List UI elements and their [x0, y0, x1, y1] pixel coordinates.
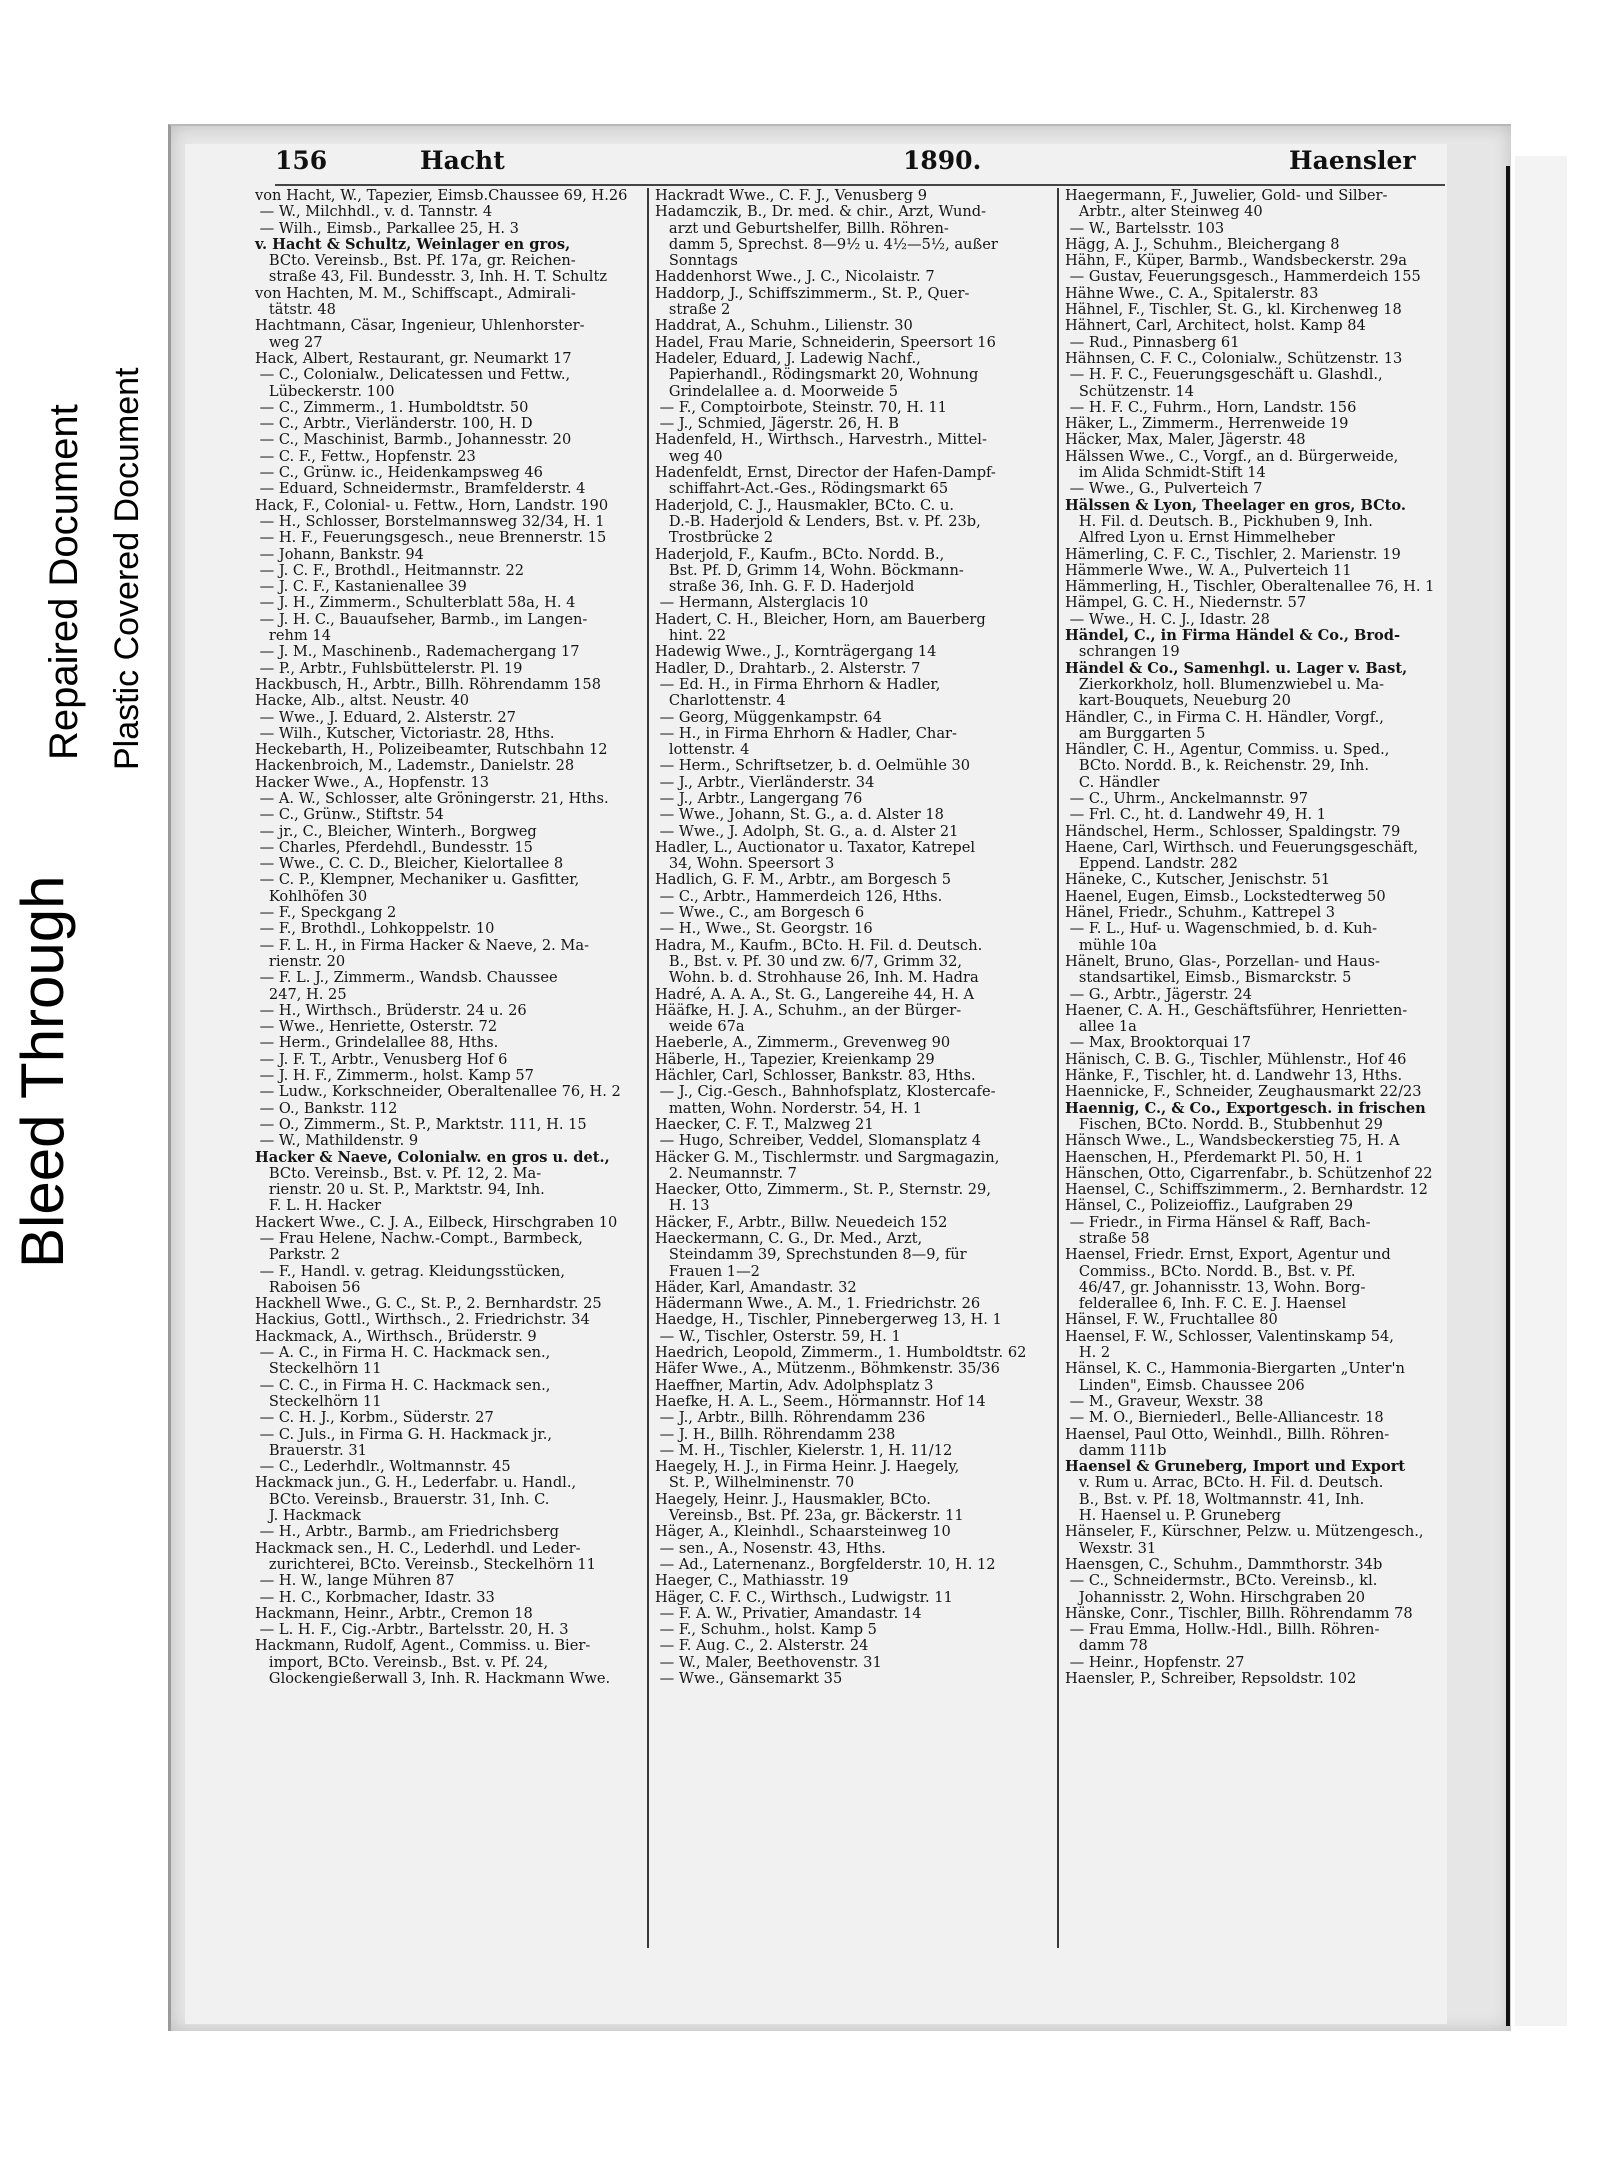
directory-entry-line: Hänelt, Bruno, Glas-, Porzellan- und Haus-: [1065, 952, 1380, 970]
directory-column-2: [655, 188, 1040, 1687]
directory-entry-line: — Wwe., C., am Borgesch 6: [655, 904, 865, 922]
directory-entry-line: — C. F., Fettw., Hopfenstr. 23: [255, 447, 476, 465]
directory-entry-line: — Frau Emma, Hollw.-Hdl., Billh. Röhren-: [1065, 1621, 1380, 1639]
directory-entry-line: — Herm., Grindelallee 88, Hths.: [255, 1034, 499, 1052]
directory-entry-line: Papierhandl., Rödingsmarkt 20, Wohnung: [655, 366, 979, 384]
directory-entry-line: Hadewig Wwe., J., Kornträgergang 14: [655, 643, 937, 661]
directory-entry-line: Haderjold, C. J., Hausmakler, BCto. C. u.: [655, 496, 954, 514]
directory-entry-line: Hadra, M., Kaufm., BCto. H. Fil. d. Deutsch.: [655, 936, 983, 954]
directory-entry-line: Frauen 1—2: [655, 1262, 760, 1280]
directory-entry-line: Haene, Carl, Wirthsch. und Feuerungsgeschäft,: [1065, 838, 1419, 856]
directory-entry-line: Trostbrücke 2: [655, 529, 774, 547]
directory-entry-line: Arbtr., alter Steinweg 40: [1065, 203, 1263, 221]
directory-entry-line: von Hacht, W., Tapezier, Eimsb.Chaussee 69, H.26: [255, 187, 628, 204]
directory-entry-line: Haedge, H., Tischler, Pinnebergerweg 13, H. 1: [655, 1311, 1002, 1329]
directory-entry-line: Haensel, C., Schiffszimmerm., 2. Bernhardstr. 12: [1065, 1181, 1428, 1199]
directory-entry-line: — Wwe., J. Adolph, St. G., a. d. Alster 21: [655, 822, 959, 840]
directory-entry-line: D.-B. Haderjold & Lenders, Bst. v. Pf. 23b,: [655, 512, 981, 530]
directory-entry-line: — Max, Brooktorquai 17: [1065, 1034, 1252, 1052]
directory-entry-line: von Hachten, M. M., Schiffscapt., Admirali-: [255, 284, 576, 302]
page-number: 156: [275, 146, 328, 175]
directory-entry-line: — Rud., Pinnasberg 61: [1065, 333, 1240, 351]
directory-entry-line: — J., Schmied, Jägerstr. 26, H. B: [655, 415, 899, 433]
directory-entry-line: Alfred Lyon u. Ernst Himmelheber: [1065, 529, 1335, 547]
directory-entry-line: Hänel, Friedr., Schuhm., Kattrepel 3: [1065, 904, 1336, 922]
directory-entry-line: Fischen, BCto. Nordd. B., Stubbenhut 29: [1065, 1115, 1383, 1133]
directory-entry-line: Hadel, Frau Marie, Schneiderin, Speersort 16: [655, 333, 996, 351]
directory-entry-line: matten, Wohn. Norderstr. 54, H. 1: [655, 1099, 922, 1117]
directory-entry-line: Hämerling, C. F. C., Tischler, 2. Marienstr. 19: [1065, 545, 1401, 563]
directory-entry-line: — Ad., Laternenanz., Borgfelderstr. 10, H. 12: [655, 1555, 996, 1573]
directory-entry-line: — C., Grünw. ic., Heidenkampsweg 46: [255, 464, 543, 482]
directory-entry-line: Hähnert, Carl, Architect, holst. Kamp 84: [1065, 317, 1366, 335]
directory-entry-line: Hähnel, F., Tischler, St. G., kl. Kirchenweg 18: [1065, 301, 1402, 319]
directory-entry-line: — C., Lederhdlr., Woltmannstr. 45: [255, 1458, 511, 1476]
left-catchword: Hacht: [420, 146, 505, 175]
directory-entry-line: 2. Neumannstr. 7: [655, 1164, 797, 1182]
directory-entry-line: hint. 22: [655, 627, 727, 645]
directory-entry-line: Eppend. Landstr. 282: [1065, 855, 1238, 873]
directory-entry-line: — Frau Helene, Nachw.-Compt., Barmbeck,: [255, 1230, 583, 1247]
directory-entry-line: straße 43, Fil. Bundesstr. 3, Inh. H. T. Schultz: [255, 268, 608, 286]
directory-entry-line: Händel, C., in Firma Händel & Co., Brod-: [1065, 627, 1401, 645]
directory-entry-line: Haensler, P., Schreiber, Repsoldstr. 102: [1065, 1670, 1357, 1688]
directory-entry-line: rehm 14: [255, 627, 331, 645]
directory-entry-line: Hadenfeld, H., Wirthsch., Harvestrh., Mittel-: [655, 431, 987, 449]
directory-entry-line: Parkstr. 2: [255, 1246, 340, 1264]
directory-entry-line: Haennicke, F., Schneider, Zeughausmarkt 22/23: [1065, 1083, 1422, 1101]
directory-entry-line: — Wwe., Johann, St. G., a. d. Alster 18: [655, 806, 944, 824]
directory-entry-line: damm 78: [1065, 1637, 1148, 1655]
directory-entry-line: Heckebarth, H., Polizeibeamter, Rutschbahn 12: [255, 741, 608, 759]
directory-entry-line: Hackmack, A., Wirthsch., Brüderstr. 9: [255, 1327, 537, 1345]
directory-entry-line: schiffahrt-Act.-Ges., Rödingsmarkt 65: [655, 480, 949, 498]
directory-entry-line: — F., Comptoirbote, Steinstr. 70, H. 11: [655, 398, 947, 416]
directory-entry-line: — L. H. F., Cig.-Arbtr., Bartelsstr. 20, H. 3: [255, 1621, 569, 1639]
directory-entry-line: — A. W., Schlosser, alte Gröningerstr. 21, Hths.: [255, 789, 609, 807]
directory-entry-line: BCto. Vereinsb., Brauerstr. 31, Inh. C.: [255, 1490, 550, 1508]
directory-entry-line: Hackmack sen., H. C., Lederhdl. und Leder-: [255, 1539, 581, 1557]
directory-entry-line: Hänsel, K. C., Hammonia-Biergarten „Unter'n: [1065, 1360, 1405, 1378]
adjacent-page-strip: [1515, 156, 1567, 2026]
directory-entry-line: Haeffner, Martin, Adv. Adolphsplatz 3: [655, 1376, 934, 1394]
directory-entry-line: Steckelhörn 11: [255, 1392, 382, 1410]
directory-entry-line: Haensel & Gruneberg, Import und Export: [1065, 1458, 1406, 1476]
directory-entry-line: Grindelallee a. d. Moorweide 5: [655, 382, 898, 400]
directory-entry-line: — Gustav, Feuerungsgesch., Hammerdeich 155: [1065, 268, 1421, 286]
directory-entry-line: Händler, C. H., Agentur, Commiss. u. Sped.,: [1065, 741, 1390, 759]
directory-entry-line: — sen., A., Nosenstr. 43, Hths.: [655, 1539, 886, 1557]
directory-entry-line: St. P., Wilhelminenstr. 70: [655, 1474, 855, 1492]
directory-entry-line: Häger, A., Kleinhdl., Schaarsteinweg 10: [655, 1523, 951, 1541]
directory-entry-line: Hachtmann, Cäsar, Ingenieur, Uhlenhorster-: [255, 317, 585, 335]
directory-entry-line: — Frl. C., ht. d. Landwehr 49, H. 1: [1065, 806, 1327, 824]
directory-entry-line: Linden", Eimsb. Chaussee 206: [1065, 1376, 1305, 1394]
directory-entry-line: mühle 10a: [1065, 936, 1157, 954]
directory-entry-line: — Friedr., in Firma Hänsel & Raff, Bach-: [1065, 1213, 1371, 1231]
directory-entry-line: — H., Schlosser, Borstelmannsweg 32/34, H. 1: [255, 512, 605, 530]
directory-entry-line: Haecker, C. F. T., Malzweg 21: [655, 1115, 874, 1133]
directory-entry-line: Haenschen, H., Pferdemarkt Pl. 50, H. 1: [1065, 1148, 1365, 1166]
directory-entry-line: weide 67a: [655, 1018, 745, 1036]
directory-entry-line: Hack, F., Colonial- u. Fettw., Horn, Landstr. 190: [255, 496, 609, 514]
directory-entry-line: Steckelhörn 11: [255, 1360, 382, 1378]
directory-entry-line: Hääfke, H. J. A., Schuhm., an der Bürger-: [655, 1001, 962, 1019]
directory-entry-line: — H., Wirthsch., Brüderstr. 24 u. 26: [255, 1001, 527, 1019]
column-divider: [647, 188, 649, 1948]
directory-entry-line: Haener, C. A. H., Geschäftsführer, Henrietten-: [1065, 1001, 1408, 1019]
directory-entry-line: Hacke, Alb., altst. Neustr. 40: [255, 692, 470, 710]
directory-entry-line: rienstr. 20 u. St. P., Marktstr. 94, Inh.: [255, 1181, 545, 1199]
directory-entry-line: Hächler, Carl, Schlosser, Bankstr. 83, Hths.: [655, 1067, 976, 1085]
directory-entry-line: BCto. Nordd. B., k. Reichenstr. 29, Inh.: [1065, 757, 1369, 775]
directory-entry-line: Hackius, Gottl., Wirthsch., 2. Friedrichstr. 34: [255, 1311, 590, 1329]
directory-entry-line: Häker, L., Zimmerm., Herrenweide 19: [1065, 415, 1349, 433]
directory-entry-line: — J. C. F., Brothdl., Heitmannstr. 22: [255, 561, 525, 579]
directory-entry-line: — J., Arbtr., Billh. Röhrendamm 236: [655, 1409, 926, 1427]
directory-entry-line: tätstr. 48: [255, 301, 336, 319]
directory-column-1: [255, 188, 640, 1687]
directory-entry-line: Bst. Pf. D, Grimm 14, Wohn. Böckmann-: [655, 561, 964, 579]
directory-entry-line: weg 27: [255, 333, 323, 351]
directory-entry-line: Wohn. b. d. Strohhause 26, Inh. M. Hadra: [655, 969, 979, 987]
directory-entry-line: — F., Schuhm., holst. Kamp 5: [655, 1621, 877, 1639]
directory-entry-line: — Hermann, Alsterglacis 10: [655, 594, 869, 612]
directory-entry-line: — J. C. F., Kastanienallee 39: [255, 578, 467, 596]
directory-entry-line: Häcker G. M., Tischlermstr. und Sargmagazin,: [655, 1148, 1000, 1166]
directory-entry-line: — H., Arbtr., Barmb., am Friedrichsberg: [255, 1523, 559, 1541]
directory-entry-line: Hädermann Wwe., A. M., 1. Friedrichstr. 26: [655, 1295, 981, 1313]
directory-entry-line: Häberle, H., Tapezier, Kreienkamp 29: [655, 1050, 935, 1068]
directory-entry-line: — F., Handl. v. getrag. Kleidungsstücken,: [255, 1262, 565, 1280]
directory-entry-line: Haddorp, J., Schiffszimmerm., St. P., Quer-: [655, 284, 970, 302]
directory-entry-line: Hacker Wwe., A., Hopfenstr. 13: [255, 773, 490, 791]
directory-entry-line: damm 111b: [1065, 1441, 1167, 1459]
directory-entry-line: Haddrat, A., Schuhm., Lilienstr. 30: [655, 317, 913, 335]
directory-entry-line: H. Haensel u. P. Gruneberg: [1065, 1507, 1281, 1525]
directory-entry-line: im Alida Schmidt-Stift 14: [1065, 464, 1266, 482]
directory-entry-line: Hänschen, Otto, Cigarrenfabr., b. Schützenhof 22: [1065, 1164, 1433, 1182]
directory-entry-line: — Wwe., C. C. D., Bleicher, Kielortallee 8: [255, 855, 564, 873]
directory-entry-line: Haedrich, Leopold, Zimmerm., 1. Humboldtstr. 62: [655, 1344, 1027, 1362]
directory-entry-line: Hähne Wwe., C. A., Spitalerstr. 83: [1065, 284, 1319, 302]
directory-entry-line: Händler, C., in Firma C. H. Händler, Vorgf.,: [1065, 708, 1384, 726]
directory-entry-line: Lübeckerstr. 100: [255, 382, 395, 400]
directory-entry-line: Hälssen Wwe., C., Vorgf., an d. Bürgerweide,: [1065, 447, 1399, 465]
directory-entry-line: — J. F. T., Arbtr., Venusberg Hof 6: [255, 1050, 508, 1068]
directory-entry-line: — Wilh., Eimsb., Parkallee 25, H. 3: [255, 219, 519, 237]
directory-entry-line: Hadré, A. A. A., St. G., Langereihe 44, H. A: [655, 985, 975, 1003]
directory-entry-line: Hähnsen, C. F. C., Colonialw., Schützenstr. 13: [1065, 349, 1403, 367]
directory-entry-line: Händschel, Herm., Schlosser, Spaldingstr. 79: [1065, 822, 1401, 840]
directory-entry-line: — W., Tischler, Osterstr. 59, H. 1: [655, 1327, 901, 1345]
directory-entry-line: import, BCto. Vereinsb., Bst. v. Pf. 24,: [255, 1653, 549, 1671]
directory-entry-line: Hadler, L., Auctionator u. Taxator, Katrepel: [655, 838, 976, 856]
directory-entry-line: am Burggarten 5: [1065, 724, 1206, 742]
directory-entry-line: Haensel, Paul Otto, Weinhdl., Billh. Röhren-: [1065, 1425, 1390, 1443]
directory-entry-line: — W., Mathildenstr. 9: [255, 1132, 419, 1150]
directory-entry-line: Haegely, Heinr. J., Hausmakler, BCto.: [655, 1490, 931, 1508]
directory-entry-line: — J. M., Maschinenb., Rademachergang 17: [255, 643, 580, 661]
directory-entry-line: — A. C., in Firma H. C. Hackmack sen.,: [255, 1344, 551, 1362]
directory-entry-line: H. 13: [655, 1197, 710, 1215]
directory-entry-line: — H. F., Feuerungsgesch., neue Brennerstr. 15: [255, 529, 607, 547]
directory-entry-line: straße 2: [655, 301, 731, 319]
directory-entry-line: — J., Cig.-Gesch., Bahnhofsplatz, Klostercafe-: [655, 1083, 996, 1101]
directory-entry-line: — O., Bankstr. 112: [255, 1099, 398, 1117]
plastic-covered-label: Plastic Covered Document: [108, 367, 146, 770]
directory-entry-line: C. Händler: [1065, 773, 1160, 791]
directory-entry-line: J. Hackmack: [255, 1507, 361, 1525]
directory-entry-line: — C., Zimmerm., 1. Humboldtstr. 50: [255, 398, 529, 416]
directory-entry-line: Hälssen & Lyon, Theelager en gros, BCto.: [1065, 496, 1406, 514]
directory-entry-line: Häcker, Max, Maler, Jägerstr. 48: [1065, 431, 1306, 449]
directory-entry-line: Charlottenstr. 4: [655, 692, 786, 710]
directory-entry-line: — Charles, Pferdehdl., Bundesstr. 15: [255, 838, 533, 856]
directory-entry-line: Steindamm 39, Sprechstunden 8—9, für: [655, 1246, 967, 1264]
directory-entry-line: arzt und Geburtshelfer, Billh. Röhren-: [655, 219, 949, 237]
directory-entry-line: Hänsch Wwe., L., Wandsbeckerstieg 75, H. A: [1065, 1132, 1400, 1150]
directory-entry-line: — Wwe., H. C. J., Idastr. 28: [1065, 610, 1270, 628]
directory-entry-line: — F. L., Huf- u. Wagenschmied, b. d. Kuh-: [1065, 920, 1378, 938]
directory-entry-line: — G., Arbtr., Jägerstr. 24: [1065, 985, 1253, 1003]
directory-entry-line: kart-Bouquets, Neueburg 20: [1065, 692, 1291, 710]
directory-entry-line: lottenstr. 4: [655, 741, 750, 759]
directory-column-3: [1065, 188, 1450, 1687]
directory-entry-line: — H. F. C., Fuhrm., Horn, Landstr. 156: [1065, 398, 1357, 416]
page-header: [275, 146, 1445, 180]
directory-entry-line: zurichterei, BCto. Vereinsb., Steckelhörn 11: [255, 1555, 596, 1573]
bleed-through-label: Bleed Through: [9, 875, 76, 1268]
directory-entry-line: Zierkorkholz, holl. Blumenzwiebel u. Ma-: [1065, 675, 1385, 693]
directory-entry-line: Hackmack jun., G. H., Lederfabr. u. Handl.,: [255, 1474, 577, 1492]
directory-entry-line: Hämmerling, H., Tischler, Oberaltenallee 76, H. 1: [1065, 578, 1435, 596]
directory-entry-line: — C., Maschinist, Barmb., Johannesstr. 20: [255, 431, 572, 449]
directory-entry-line: Brauerstr. 31: [255, 1441, 367, 1459]
directory-entry-line: schrangen 19: [1065, 643, 1180, 661]
directory-entry-line: Händel & Co., Samenhgl. u. Lager v. Bast,: [1065, 659, 1408, 677]
directory-entry-line: Wexstr. 31: [1065, 1539, 1157, 1557]
directory-entry-line: — J., Arbtr., Vierländerstr. 34: [655, 773, 875, 791]
directory-entry-line: Hackradt Wwe., C. F. J., Venusberg 9: [655, 187, 928, 204]
directory-entry-line: Haderjold, F., Kaufm., BCto. Nordd. B.,: [655, 545, 945, 563]
directory-entry-line: Sonntags: [655, 252, 738, 270]
directory-entry-line: — C., Arbtr., Vierländerstr. 100, H. D: [255, 415, 533, 433]
directory-entry-line: 46/47, gr. Johannisstr. 13, Wohn. Borg-: [1065, 1278, 1366, 1296]
directory-entry-line: Hadamczik, B., Dr. med. & chir., Arzt, Wund-: [655, 203, 987, 221]
directory-entry-line: — C. H. J., Korbm., Süderstr. 27: [255, 1409, 494, 1427]
directory-entry-line: — M. O., Bierniederl., Belle-Alliancestr. 18: [1065, 1409, 1384, 1427]
directory-entry-line: Johannisstr. 2, Wohn. Hirschgraben 20: [1065, 1588, 1366, 1606]
directory-entry-line: Hacker & Naeve, Colonialw. en gros u. det.,: [255, 1148, 610, 1166]
directory-entry-line: v. Rum u. Arrac, BCto. H. Fil. d. Deutsch.: [1065, 1474, 1384, 1492]
directory-entry-line: — H. W., lange Mühren 87: [255, 1572, 455, 1590]
directory-entry-line: — P., Arbtr., Fuhlsbüttelerstr. Pl. 19: [255, 659, 523, 677]
directory-entry-line: — F. L. H., in Firma Hacker & Naeve, 2. Ma-: [255, 936, 589, 954]
directory-entry-line: Hänisch, C. B. G., Tischler, Mühlenstr., Hof 46: [1065, 1050, 1407, 1068]
directory-entry-line: F. L. H. Hacker: [255, 1197, 382, 1215]
directory-entry-line: Hackbusch, H., Arbtr., Billh. Röhrendamm 158: [255, 675, 601, 693]
directory-entry-line: — Heinr., Hopfenstr. 27: [1065, 1653, 1245, 1671]
directory-entry-line: Hänsel, F. W., Fruchtallee 80: [1065, 1311, 1278, 1329]
directory-entry-line: — Ed. H., in Firma Ehrhorn & Hadler,: [655, 675, 941, 693]
repaired-document-label: Repaired Document: [42, 404, 86, 760]
directory-entry-line: Hähn, F., Küper, Barmb., Wandsbeckerstr. 29a: [1065, 252, 1407, 270]
directory-entry-line: — C., Arbtr., Hammerdeich 126, Hths.: [655, 887, 943, 905]
directory-entry-line: B., Bst. v. Pf. 18, Woltmannstr. 41, Inh.: [1065, 1490, 1365, 1508]
directory-entry-line: — C., Schneidermstr., BCto. Vereinsb., kl.: [1065, 1572, 1378, 1590]
directory-entry-line: — C., Colonialw., Delicatessen und Fettw.,: [255, 366, 571, 384]
directory-entry-line: BCto. Vereinsb., Bst. v. Pf. 12, 2. Ma-: [255, 1164, 542, 1182]
directory-entry-line: Hadlich, G. F. M., Arbtr., am Borgesch 5: [655, 871, 951, 889]
directory-entry-line: 247, H. 25: [255, 985, 347, 1003]
directory-entry-line: Haefke, H. A. L., Seem., Hörmannstr. Hof 14: [655, 1392, 986, 1410]
directory-entry-line: — W., Bartelsstr. 103: [1065, 219, 1225, 237]
column-divider: [1057, 188, 1059, 1948]
directory-entry-line: — F. Aug. C., 2. Alsterstr. 24: [655, 1637, 869, 1655]
directory-entry-line: Glockengießerwall 3, Inh. R. Hackmann Wwe.: [255, 1670, 611, 1688]
directory-entry-line: — F., Brothdl., Lohkoppelstr. 10: [255, 920, 495, 938]
directory-entry-line: Haecker, Otto, Zimmerm., St. P., Sternstr. 29,: [655, 1181, 991, 1199]
directory-entry-line: Haenel, Eugen, Eimsb., Lockstedterweg 50: [1065, 887, 1386, 905]
directory-entry-line: Hämmerle Wwe., W. A., Pulverteich 11: [1065, 561, 1352, 579]
directory-entry-line: Hadeler, Eduard, J. Ladewig Nachf.,: [655, 349, 921, 367]
directory-entry-line: — F. L. J., Zimmerm., Wandsb. Chaussee: [255, 969, 558, 987]
directory-entry-line: H. Fil. d. Deutsch. B., Pickhuben 9, Inh.: [1065, 512, 1373, 530]
directory-entry-line: — Herm., Schriftsetzer, b. d. Oelmühle 30: [655, 757, 971, 775]
directory-entry-line: Kohlhöfen 30: [255, 887, 368, 905]
directory-entry-line: Vereinsb., Bst. Pf. 23a, gr. Bäckerstr. 11: [655, 1507, 964, 1525]
directory-entry-line: Häger, C. F. C., Wirthsch., Ludwigstr. 11: [655, 1588, 953, 1606]
directory-entry-line: Hadert, C. H., Bleicher, Horn, am Bauerberg: [655, 610, 986, 628]
right-catchword: Haensler: [1289, 146, 1416, 175]
directory-entry-line: straße 58: [1065, 1230, 1150, 1247]
directory-entry-line: allee 1a: [1065, 1018, 1137, 1036]
directory-entry-line: Hadler, D., Drahtarb., 2. Alsterstr. 7: [655, 659, 921, 677]
directory-entry-line: — C. C., in Firma H. C. Hackmack sen.,: [255, 1376, 551, 1394]
directory-entry-line: H. 2: [1065, 1344, 1111, 1362]
directory-page: [185, 144, 1447, 2024]
directory-entry-line: — F., Speckgang 2: [255, 904, 397, 922]
directory-entry-line: — Wwe., Gänsemarkt 35: [655, 1670, 843, 1688]
directory-entry-line: Schützenstr. 14: [1065, 382, 1195, 400]
directory-entry-line: Haeberle, A., Zimmerm., Grevenweg 90: [655, 1034, 951, 1052]
directory-entry-line: Haensel, F. W., Schlosser, Valentinskamp 54,: [1065, 1327, 1394, 1345]
directory-entry-line: — C. P., Klempner, Mechaniker u. Gasfitter,: [255, 871, 580, 889]
directory-entry-line: — J. H. C., Bauaufseher, Barmb., im Langen-: [255, 610, 588, 628]
directory-entry-line: Hackmann, Rudolf, Agent., Commiss. u. Bier-: [255, 1637, 591, 1655]
directory-entry-line: Haeger, C., Mathiasstr. 19: [655, 1572, 849, 1590]
directory-entry-line: Hackenbroich, M., Lademstr., Danielstr. 28: [255, 757, 575, 775]
directory-entry-line: — Wwe., Henriette, Osterstr. 72: [255, 1018, 498, 1036]
directory-entry-line: — Wwe., J. Eduard, 2. Alsterstr. 27: [255, 708, 516, 726]
directory-entry-line: Hämpel, G. C. H., Niedernstr. 57: [1065, 594, 1307, 612]
directory-entry-line: Hänske, Conr., Tischler, Billh. Röhrendamm 78: [1065, 1604, 1413, 1622]
directory-entry-line: v. Hacht & Schultz, Weinlager en gros,: [255, 235, 571, 253]
directory-entry-line: — Hugo, Schreiber, Veddel, Slomansplatz 4: [655, 1132, 982, 1150]
directory-entry-line: Haegermann, F., Juwelier, Gold- und Silber-: [1065, 187, 1388, 204]
directory-entry-line: — Eduard, Schneidermstr., Bramfelderstr. 4: [255, 480, 586, 498]
directory-entry-line: rienstr. 20: [255, 952, 346, 970]
directory-entry-line: Hänsel, C., Polizeioffiz., Laufgraben 29: [1065, 1197, 1354, 1215]
directory-entry-line: — H. C., Korbmacher, Idastr. 33: [255, 1588, 495, 1606]
scanned-page: [168, 124, 1511, 2031]
directory-entry-line: Haensgen, C., Schuhm., Dammthorstr. 34b: [1065, 1555, 1383, 1573]
directory-entry-line: Haennig, C., & Co., Exportgesch. in frischen: [1065, 1099, 1426, 1117]
directory-entry-line: — Georg, Müggenkampstr. 64: [655, 708, 882, 726]
directory-entry-line: B., Bst. v. Pf. 30 und zw. 6/7, Grimm 32,: [655, 952, 962, 970]
directory-entry-line: BCto. Vereinsb., Bst. Pf. 17a, gr. Reichen-: [255, 252, 576, 270]
directory-entry-line: Häcker, F., Arbtr., Billw. Neuedeich 152: [655, 1213, 948, 1231]
directory-entry-line: Hackhell Wwe., G. C., St. P., 2. Bernhardstr. 25: [255, 1295, 602, 1313]
directory-entry-line: standsartikel, Eimsb., Bismarckstr. 5: [1065, 969, 1352, 987]
page-edge: [1506, 166, 1510, 2026]
directory-entry-line: — W., Maler, Beethovenstr. 31: [655, 1653, 882, 1671]
directory-entry-line: — F. A. W., Privatier, Amandastr. 14: [655, 1604, 922, 1622]
directory-entry-line: weg 40: [655, 447, 723, 465]
directory-entry-line: — M. H., Tischler, Kielerstr. 1, H. 11/12: [655, 1441, 953, 1459]
directory-entry-line: — C. Juls., in Firma G. H. Hackmack jr.,: [255, 1425, 553, 1443]
directory-entry-line: Raboisen 56: [255, 1278, 361, 1296]
directory-entry-line: — J. H. F., Zimmerm., holst. Kamp 57: [255, 1067, 534, 1085]
directory-entry-line: Hägg, A. J., Schuhm., Bleichergang 8: [1065, 235, 1340, 253]
year-heading: 1890.: [903, 146, 982, 175]
directory-entry-line: — O., Zimmerm., St. P., Marktstr. 111, H. 15: [255, 1115, 587, 1133]
directory-entry-line: — W., Milchhdl., v. d. Tannstr. 4: [255, 203, 493, 221]
directory-entry-line: Commiss., BCto. Nordd. B., Bst. v. Pf.: [1065, 1262, 1356, 1280]
directory-entry-line: — Johann, Bankstr. 94: [255, 545, 424, 563]
directory-entry-line: — H. F. C., Feuerungsgeschäft u. Glashdl.,: [1065, 366, 1383, 384]
directory-entry-line: — J. H., Billh. Röhrendamm 238: [655, 1425, 896, 1443]
directory-entry-line: damm 5, Sprechst. 8—9½ u. 4½—5½, außer: [655, 235, 998, 253]
directory-entry-line: Häneke, C., Kutscher, Jenischstr. 51: [1065, 871, 1331, 889]
directory-entry-line: Hänseler, F., Kürschner, Pelzw. u. Mützengesch.,: [1065, 1523, 1424, 1541]
directory-entry-line: Häfer Wwe., A., Mützenm., Böhmkenstr. 35/36: [655, 1360, 1000, 1378]
directory-entry-line: Hackmann, Heinr., Arbtr., Cremon 18: [255, 1604, 533, 1622]
directory-entry-line: 34, Wohn. Speersort 3: [655, 855, 835, 873]
directory-entry-line: — J., Arbtr., Langergang 76: [655, 789, 863, 807]
directory-entry-line: — Wilh., Kutscher, Victoriastr. 28, Hths.: [255, 724, 555, 742]
directory-entry-line: Hackert Wwe., C. J. A., Eilbeck, Hirschgraben 10: [255, 1213, 618, 1231]
directory-entry-line: — J. H., Zimmerm., Schulterblatt 58a, H. 4: [255, 594, 576, 612]
directory-entry-line: felderallee 6, Inh. F. C. E. J. Haensel: [1065, 1295, 1347, 1313]
directory-entry-line: — C., Grünw., Stiftstr. 54: [255, 806, 444, 824]
directory-entry-line: Hack, Albert, Restaurant, gr. Neumarkt 17: [255, 349, 572, 367]
directory-entry-line: Häder, Karl, Amandastr. 32: [655, 1278, 857, 1296]
directory-entry-line: Hänke, F., Tischler, ht. d. Landwehr 13, Hths.: [1065, 1067, 1403, 1085]
directory-entry-line: — H., Wwe., St. Georgstr. 16: [655, 920, 873, 938]
directory-entry-line: Haegely, H. J., in Firma Heinr. J. Haegely,: [655, 1458, 960, 1476]
directory-entry-line: — M., Graveur, Wexstr. 38: [1065, 1392, 1264, 1410]
directory-entry-line: — Ludw., Korkschneider, Oberaltenallee 76, H. 2: [255, 1083, 621, 1101]
directory-entry-line: Haeckermann, C. G., Dr. Med., Arzt,: [655, 1230, 923, 1247]
directory-entry-line: — Wwe., G., Pulverteich 7: [1065, 480, 1263, 498]
directory-entry-line: Haddenhorst Wwe., J. C., Nicolaistr. 7: [655, 268, 935, 286]
directory-entry-line: — jr., C., Bleicher, Winterh., Borgweg: [255, 822, 537, 840]
directory-entry-line: Hadenfeldt, Ernst, Director der Hafen-Dampf-: [655, 464, 996, 482]
directory-entry-line: Haensel, Friedr. Ernst, Export, Agentur und: [1065, 1246, 1391, 1264]
directory-entry-line: — H., in Firma Ehrhorn & Hadler, Char-: [655, 724, 957, 742]
header-rule: [275, 184, 1445, 186]
directory-entry-line: — C., Uhrm., Anckelmannstr. 97: [1065, 789, 1309, 807]
directory-entry-line: straße 36, Inh. G. F. D. Haderjold: [655, 578, 915, 596]
